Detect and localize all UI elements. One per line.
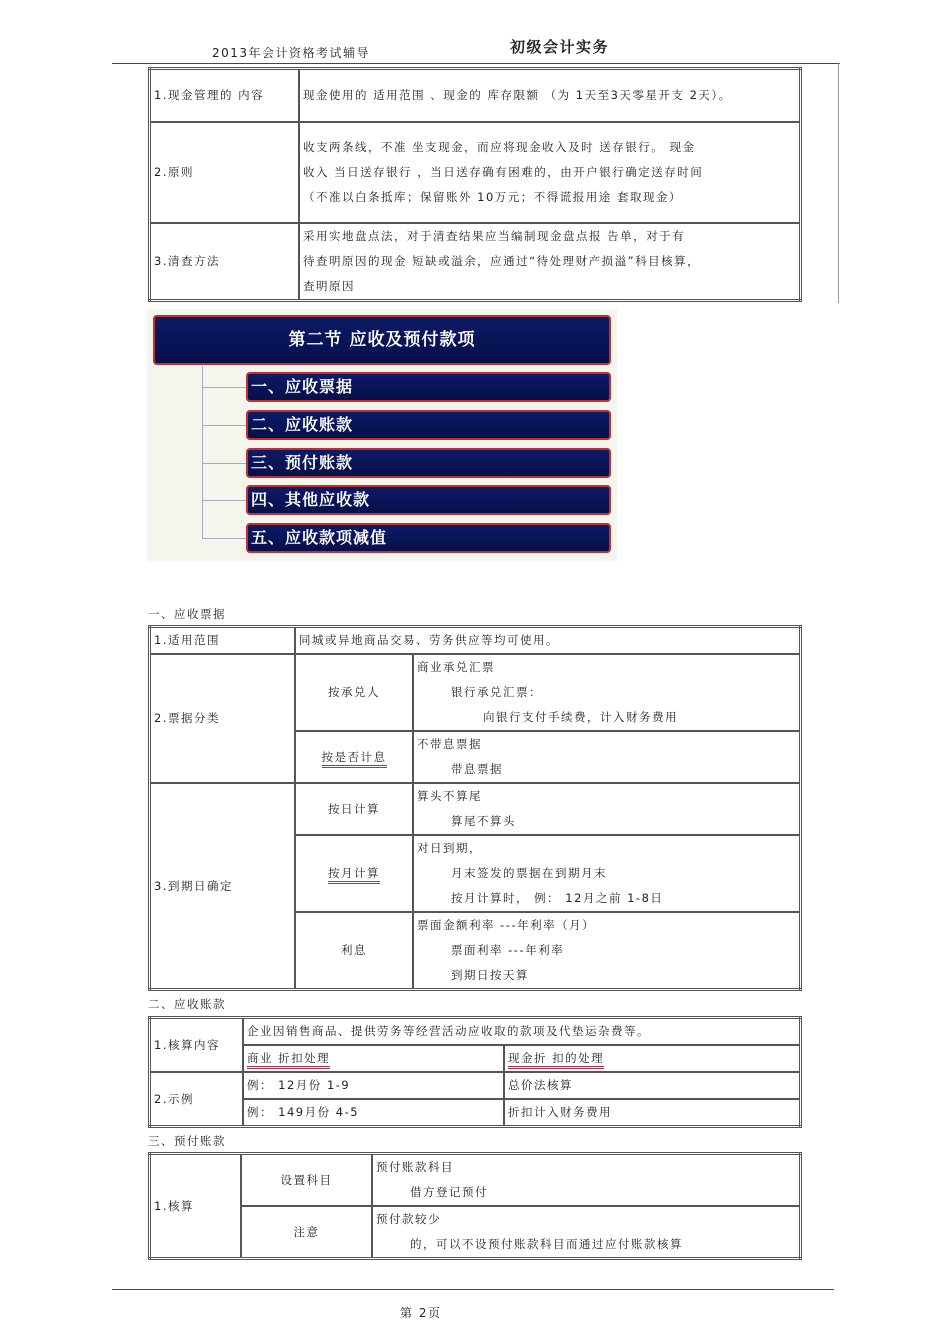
sub-content (413, 731, 801, 783)
sub-content (413, 912, 801, 990)
diagram-item: 四、其他应收款 (246, 485, 611, 515)
accounts-receivable-table (148, 1016, 802, 1128)
text-line: 月末签发的票据在到期月末 (451, 866, 607, 880)
sub-label-text: 按是否计息 (322, 750, 387, 768)
notes-receivable-table (148, 625, 802, 991)
text-line: 票面金额利率 ---年利率（月） (417, 918, 596, 932)
table-row (150, 1206, 801, 1259)
header-left: 2013年会计资格考试辅导 (212, 46, 371, 60)
sub-label (295, 835, 413, 912)
table-row (150, 1099, 801, 1127)
section-heading: 二、应收账款 (148, 997, 226, 1011)
row-content (299, 122, 801, 223)
sub-content (372, 1206, 801, 1259)
row-content: 现金使用的 适用范围 、现金的 库存限额 （为 1天至3天零星开支 2天）。 (299, 69, 801, 122)
row-content: 企业因销售商品、提供劳务等经营活动应收取的款项及代垫运杂费等。 (243, 1018, 801, 1046)
text-line: 收入 当日送存银行 ，当日送存确有困难的，由开户银行确定送存时间 (303, 164, 704, 179)
diagram-branch (202, 500, 246, 501)
sub-content (413, 654, 801, 731)
table-row (150, 627, 801, 655)
text-line: 商业承兑汇票 (417, 660, 495, 674)
sub-label: 利息 (295, 912, 413, 990)
sub-content: 例： 12月份 1-9 (243, 1072, 504, 1099)
sub-content: 例： 149月份 4-5 (243, 1099, 504, 1127)
row-label: 2.票据分类 (150, 654, 296, 783)
sub-content (372, 1154, 801, 1207)
diagram-item: 一、应收票据 (246, 372, 611, 402)
text-line: 带息票据 (451, 762, 503, 776)
sub-label: 设置科目 (241, 1154, 372, 1207)
text-line: 算尾不算头 (451, 814, 516, 828)
prepayments-table (148, 1152, 802, 1260)
row-content (299, 223, 801, 301)
text-line: 按月计算时， 例： 12月之前 1-8日 (451, 891, 664, 905)
row-label: 1.核算 (150, 1154, 242, 1259)
text-line: 不带息票据 (417, 737, 482, 751)
text-line: 采用实地盘点法，对于清查结果应当编制现金盘点报 告单，对于有 (303, 228, 686, 243)
margin-rule (838, 63, 839, 303)
text-line: 借方登记预付 (410, 1185, 488, 1199)
diagram-item: 二、应收账款 (246, 410, 611, 440)
text-line: （不准以白条抵库；保留账外 10万元；不得谎报用途 套取现金） (303, 189, 682, 204)
sub-content (243, 1045, 504, 1072)
row-label: 1.现金管理的 内容 (150, 69, 300, 122)
table-row (150, 122, 801, 223)
header-rule (112, 63, 840, 64)
section-diagram (147, 309, 617, 561)
table-row (150, 1154, 801, 1207)
row-content: 同城或异地商品交易、劳务供应等均可使用。 (295, 627, 801, 655)
text-line: 向银行支付手续费，计入财务费用 (483, 710, 678, 724)
diagram-item: 三、预付账款 (246, 448, 611, 478)
diagram-title: 第二节 应收及预付款项 (153, 315, 611, 365)
footer-rule (112, 1289, 834, 1290)
row-label: 3.到期日确定 (150, 783, 296, 990)
sub-label: 按日计算 (295, 783, 413, 835)
diagram-branch (202, 538, 246, 539)
diagram-trunk (202, 366, 203, 538)
table-row (150, 69, 801, 122)
row-label: 2.原则 (150, 122, 300, 223)
table-row (150, 1045, 801, 1072)
row-label: 3.清查方法 (150, 223, 300, 301)
diagram-branch (202, 387, 246, 388)
sub-content (504, 1045, 801, 1072)
text-line: 待查明原因的现金 短缺或溢余，应通过“待处理财产损溢”科目核算， (303, 253, 701, 268)
diagram-item: 五、应收款项减值 (246, 523, 611, 553)
text-line: 收支两条线，不准 坐支现金，而应将现金收入及时 送存银行。 现金 (303, 139, 696, 154)
diagram-branch (202, 425, 246, 426)
diagram-branch (202, 463, 246, 464)
sub-label: 按承兑人 (295, 654, 413, 731)
page-number: 第 2页 (400, 1306, 442, 1320)
sub-label (295, 731, 413, 783)
row-label: 1.核算内容 (150, 1018, 244, 1073)
row-label: 1.适用范围 (150, 627, 296, 655)
table-row (150, 1072, 801, 1099)
text-line: 到期日按天算 (451, 968, 529, 982)
text-line: 的，可以不设预付账款科目而通过应付账款核算 (410, 1237, 683, 1251)
cash-management-table (148, 67, 802, 302)
section-heading: 三、预付账款 (148, 1134, 226, 1148)
text-line: 预付账款科目 (376, 1160, 454, 1174)
text-line: 查明原因 (303, 278, 355, 293)
text-line: 现金折 扣的处理 (508, 1051, 604, 1069)
text-line: 商业 折扣处理 (247, 1051, 330, 1069)
table-row (150, 783, 801, 835)
header-center: 初级会计实务 (510, 38, 610, 56)
table-row (150, 223, 801, 301)
text-line: 银行承兑汇票： (451, 685, 542, 699)
sub-content: 总价法核算 (504, 1072, 801, 1099)
text-line: 票面利率 ---年利率 (451, 943, 565, 957)
sub-label: 注意 (241, 1206, 372, 1259)
section-heading: 一、应收票据 (148, 607, 226, 621)
text-line: 预付款较少 (376, 1212, 441, 1226)
sub-content (413, 783, 801, 835)
table-row (150, 1018, 801, 1046)
sub-content (413, 835, 801, 912)
row-label: 2.示例 (150, 1072, 244, 1127)
sub-label-text: 按月计算 (328, 866, 380, 884)
table-row (150, 654, 801, 731)
text-line: 算头不算尾 (417, 789, 482, 803)
text-line: 对日到期， (417, 841, 482, 855)
sub-content: 折扣计入财务费用 (504, 1099, 801, 1127)
